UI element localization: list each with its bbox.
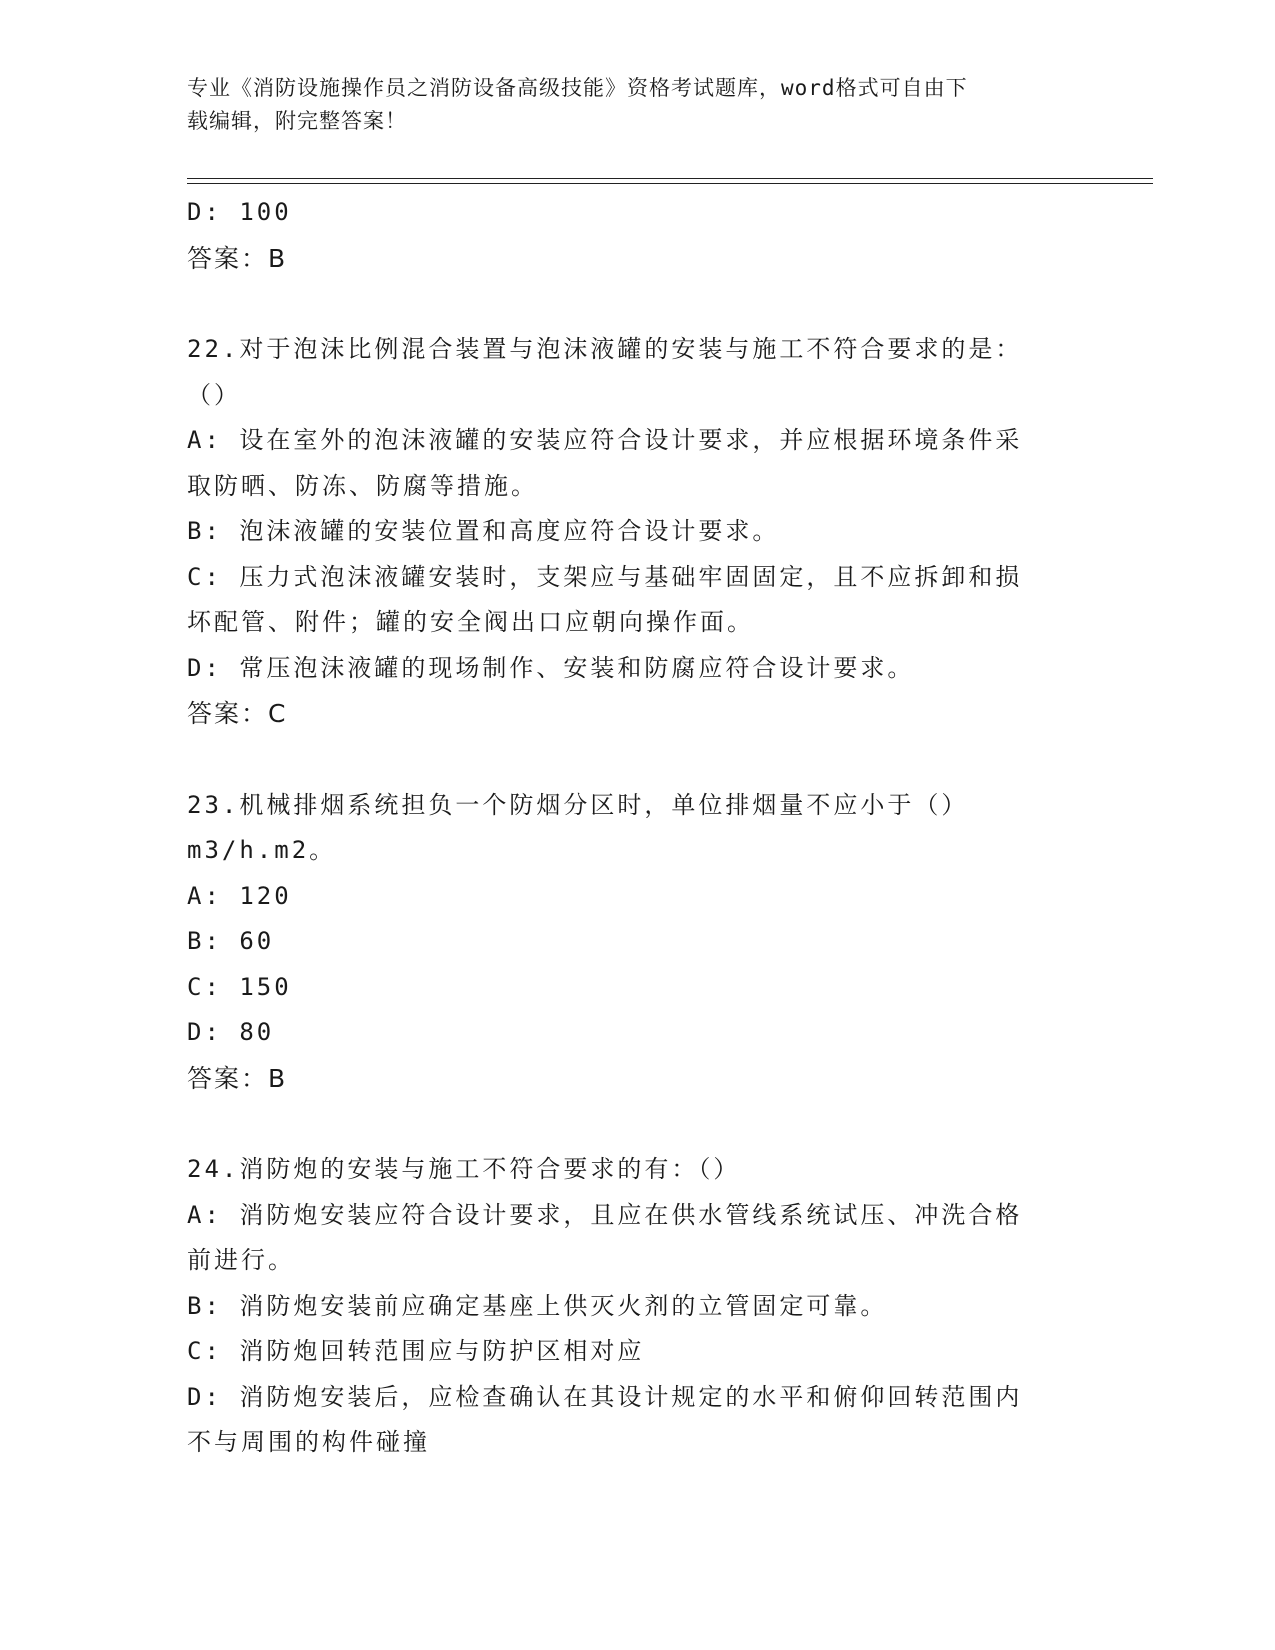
option-b: B: 消防炮安装前应确定基座上供灭火剂的立管固定可靠。 bbox=[187, 1291, 888, 1320]
option-a: A: 120 bbox=[187, 881, 292, 910]
header-line-2: 载编辑，附完整答案！ bbox=[187, 109, 407, 133]
prev-answer: 答案：B bbox=[187, 243, 288, 273]
option-a: A: 设在室外的泡沫液罐的安装应符合设计要求，并应根据环境条件采 bbox=[187, 426, 1023, 454]
question-stem: m3/h.m2。 bbox=[187, 836, 337, 864]
question-stem: 24.消防炮的安装与施工不符合要求的有：（） bbox=[187, 1155, 741, 1183]
prev-option-d: D: 100 bbox=[187, 198, 292, 226]
question-22 bbox=[187, 327, 1087, 737]
header-divider-top bbox=[187, 178, 1153, 179]
spacer bbox=[187, 1101, 1087, 1147]
question-23 bbox=[187, 783, 1087, 1102]
option-c-cont: 坏配管、附件；罐的安全阀出口应朝向操作面。 bbox=[187, 608, 754, 636]
option-c: C: 消防炮回转范围应与防护区相对应 bbox=[187, 1337, 645, 1365]
option-d-cont: 不与周围的构件碰撞 bbox=[187, 1428, 430, 1456]
option-c: C: 150 bbox=[187, 972, 292, 1001]
header-line-1: 专业《消防设施操作员之消防设备高级技能》资格考试题库，word格式可自由下 bbox=[187, 76, 968, 100]
question-24 bbox=[187, 1147, 1087, 1466]
question-stem: （） bbox=[187, 380, 241, 409]
option-a-cont: 前进行。 bbox=[187, 1246, 295, 1274]
spacer bbox=[187, 737, 1087, 783]
question-content bbox=[187, 190, 1087, 1466]
question-stem: 22.对于泡沫比例混合装置与泡沫液罐的安装与施工不符合要求的是： bbox=[187, 335, 1023, 363]
header-divider-bottom bbox=[187, 183, 1153, 184]
option-d: D: 消防炮安装后，应检查确认在其设计规定的水平和俯仰回转范围内 bbox=[187, 1382, 1023, 1411]
spacer bbox=[187, 281, 1087, 327]
option-a-cont: 取防晒、防冻、防腐等措施。 bbox=[187, 471, 538, 500]
option-a: A: 消防炮安装应符合设计要求，且应在供水管线系统试压、冲洗合格 bbox=[187, 1200, 1023, 1229]
answer: 答案：B bbox=[187, 1063, 288, 1093]
page-header bbox=[187, 72, 1067, 138]
option-b: B: 60 bbox=[187, 927, 275, 955]
option-c: C: 压力式泡沫液罐安装时，支架应与基础牢固固定，且不应拆卸和损 bbox=[187, 562, 1023, 591]
option-d: D: 常压泡沫液罐的现场制作、安装和防腐应符合设计要求。 bbox=[187, 653, 915, 682]
option-d: D: 80 bbox=[187, 1018, 275, 1046]
question-stem: 23.机械排烟系统担负一个防烟分区时，单位排烟量不应小于（） bbox=[187, 790, 969, 819]
answer: 答案：C bbox=[187, 699, 288, 728]
option-b: B: 泡沫液罐的安装位置和高度应符合设计要求。 bbox=[187, 517, 780, 545]
